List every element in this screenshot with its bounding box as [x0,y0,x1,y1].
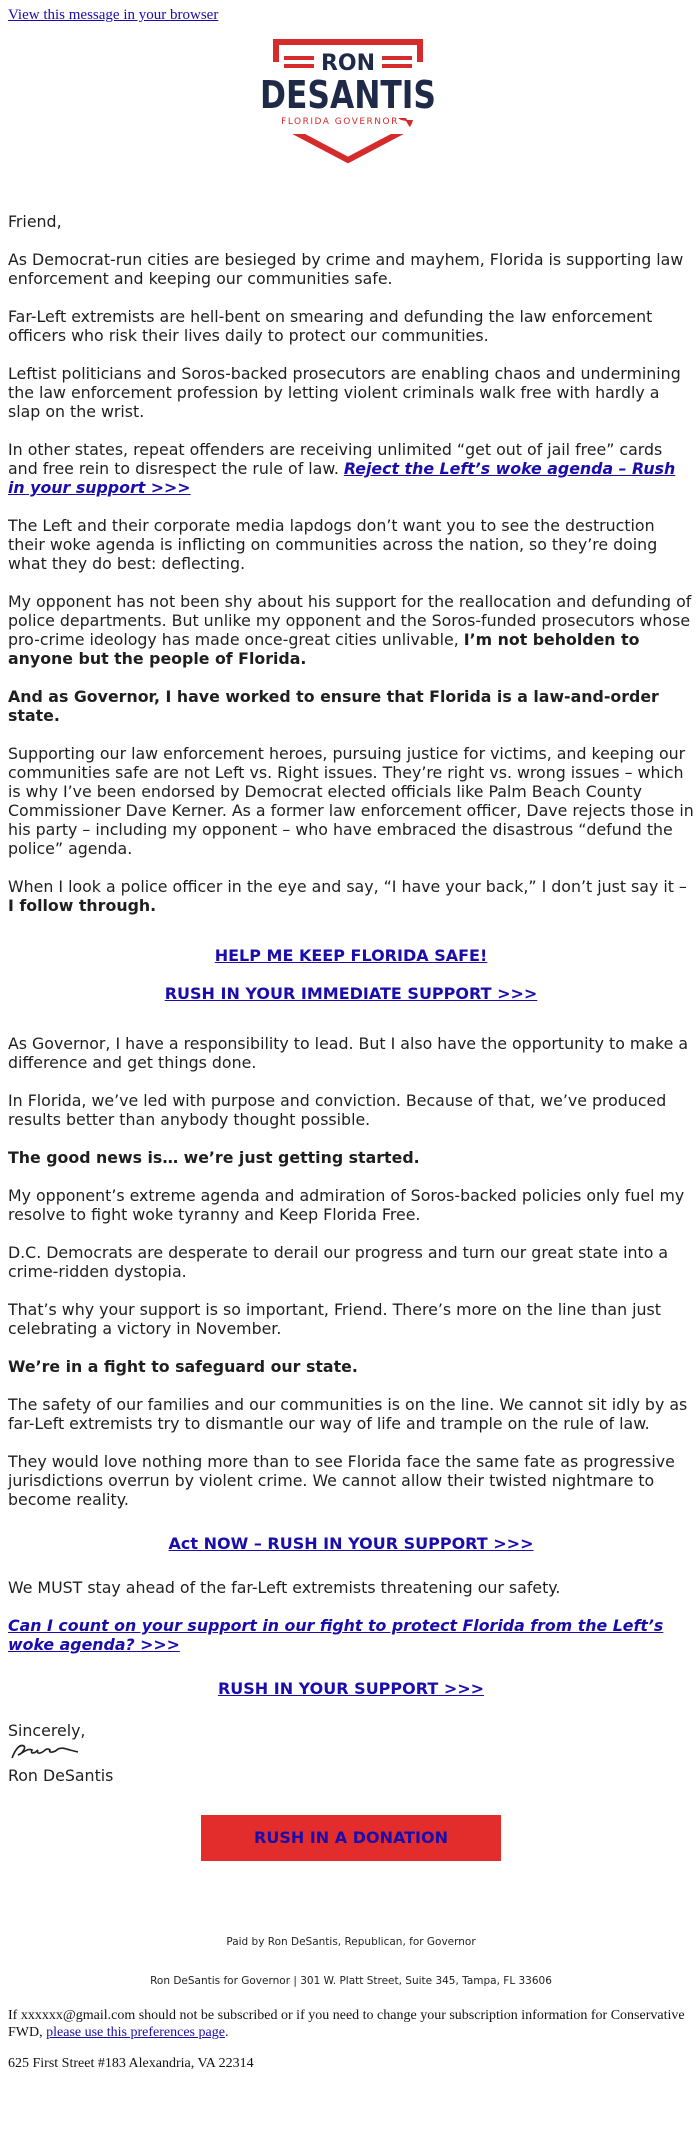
signature-image [8,1740,98,1762]
cta-block [8,1679,694,1698]
signature-block [8,1721,694,1785]
paragraph: The Left and their corporate media lapdogs don’t want you to see the destruction their woke agenda is inflicting on communities across the nation, so they’re doing what they do best: deflecting. [8,516,658,573]
paragraph: When I look a police officer in the eye and say, “I have your back,” I don’t just say it – I follow through. [8,877,687,915]
paragraph-bold: The good news is… we’re just getting started. [8,1148,420,1167]
paragraph: The safety of our families and our communities is on the line. We cannot sit idly by as far-Left extremists try to dismantle our way of life and trample on the rule of law. [8,1395,688,1433]
logo-text-desantis: DESANTIS [260,73,436,117]
paragraph: Supporting our law enforcement heroes, pursuing justice for victims, and keeping our communities safe are not Left vs. Right issues. They’re right vs. wrong issues – which is why I’ve been endorsed by Democrat elected officials like Palm Beach County Commissioner Dave Kerner. As a former law enforcement officer, Dave rejects those in his party – including my opponent – who have embraced the disastrous “defund the police” agenda. [8,744,694,858]
help-keep-florida-safe-link[interactable]: HELP ME KEEP FLORIDA SAFE! [214,946,488,965]
signer-name: Ron DeSantis [8,1766,114,1785]
paragraph: My opponent’s extreme agenda and admiration of Soros-backed policies only fuel my resolve to fight woke tyranny and Keep Florida Free. [8,1186,685,1224]
paragraph: My opponent has not been shy about his support for the reallocation and defunding of police departments. But unlike my opponent and the Soros-funded prosecutors whose pro-crime ideology has made once-great cities unlivable, I’m not beholden to anyone but the people of Florida. [8,592,692,668]
act-now-support-link[interactable]: Act NOW – RUSH IN YOUR SUPPORT >>> [168,1534,534,1553]
paragraph: As Democrat-run cities are besieged by crime and mayhem, Florida is supporting law enforcement and keeping our communities safe. [8,250,684,288]
rush-support-link[interactable]: RUSH IN YOUR SUPPORT >>> [217,1679,485,1698]
paragraph: In other states, repeat offenders are receiving unlimited “get out of jail free” cards and free rein to disrespect the rule of law. Reject the Left’s woke agenda – Rush in your support >>> [8,440,676,497]
logo-text-ron: RON [320,51,376,76]
greeting: Friend, [8,212,62,231]
cta-block [8,1534,694,1553]
preferences-page-link[interactable]: please use this preferences page [46,2025,225,2040]
rush-donation-button[interactable]: RUSH IN A DONATION [201,1815,501,1861]
paragraph: We MUST stay ahead of the far-Left extremists threatening our safety. [8,1578,561,1597]
paragraph [8,1616,694,1654]
paid-by-disclaimer: Paid by Ron DeSantis, Republican, for Governor [226,1936,476,1948]
email-body [8,212,694,2072]
donate-wrap [8,1815,694,1861]
reject-woke-agenda-link[interactable]: Reject the Left’s woke agenda – Rush in your support >>> [8,459,676,497]
paragraph: As Governor, I have a responsibility to lead. But I also have the opportunity to make a difference and get things done. [8,1034,688,1072]
paragraph: D.C. Democrats are desperate to derail our progress and turn our great state into a crime-ridden dystopia. [8,1243,669,1281]
unsubscribe-notice: If xxxxxx@gmail.com should not be subscribed or if you need to change your subscription information for Conservative FWD, please use this preferences page. [8,2008,685,2040]
cta-block [8,984,694,1003]
desantis-logo [248,36,448,166]
view-in-browser-link[interactable]: View this message in your browser [8,7,219,23]
paragraph: Far-Left extremists are hell-bent on smearing and defunding the law enforcement officers who risk their lives daily to protect our communities. [8,307,653,345]
count-on-support-link[interactable]: Can I count on your support in our fight to protect Florida from the Left’s woke agenda? >>> [8,1616,664,1654]
logo-text-florida-governor: FLORIDA GOVERNOR [281,117,399,127]
paragraph: In Florida, we’ve led with purpose and conviction. Because of that, we’ve produced results better than anybody thought possible. [8,1091,667,1129]
paragraph-bold: We’re in a fight to safeguard our state. [8,1357,358,1376]
paragraph-bold: And as Governor, I have worked to ensure that Florida is a law-and-order state. [8,687,659,725]
cta-block [8,946,694,965]
mailing-address: 625 First Street #183 Alexandria, VA 22314 [8,2056,254,2071]
campaign-address: Ron DeSantis for Governor | 301 W. Platt Street, Suite 345, Tampa, FL 33606 [150,1975,552,1987]
rush-immediate-support-link[interactable]: RUSH IN YOUR IMMEDIATE SUPPORT >>> [164,984,538,1003]
paragraph: Leftist politicians and Soros-backed prosecutors are enabling chaos and undermining the law enforcement profession by letting violent criminals walk free with hardly a slap on the wrist. [8,364,681,421]
sincerely-text: Sincerely, [8,1721,86,1740]
paragraph: They would love nothing more than to see Florida face the same fate as progressive jurisdictions overrun by violent crime. We cannot allow their twisted nightmare to become reality. [8,1452,675,1509]
paragraph: That’s why your support is so important, Friend. There’s more on the line than just celebrating a victory in November. [8,1300,661,1338]
view-in-browser-bar [8,7,218,24]
